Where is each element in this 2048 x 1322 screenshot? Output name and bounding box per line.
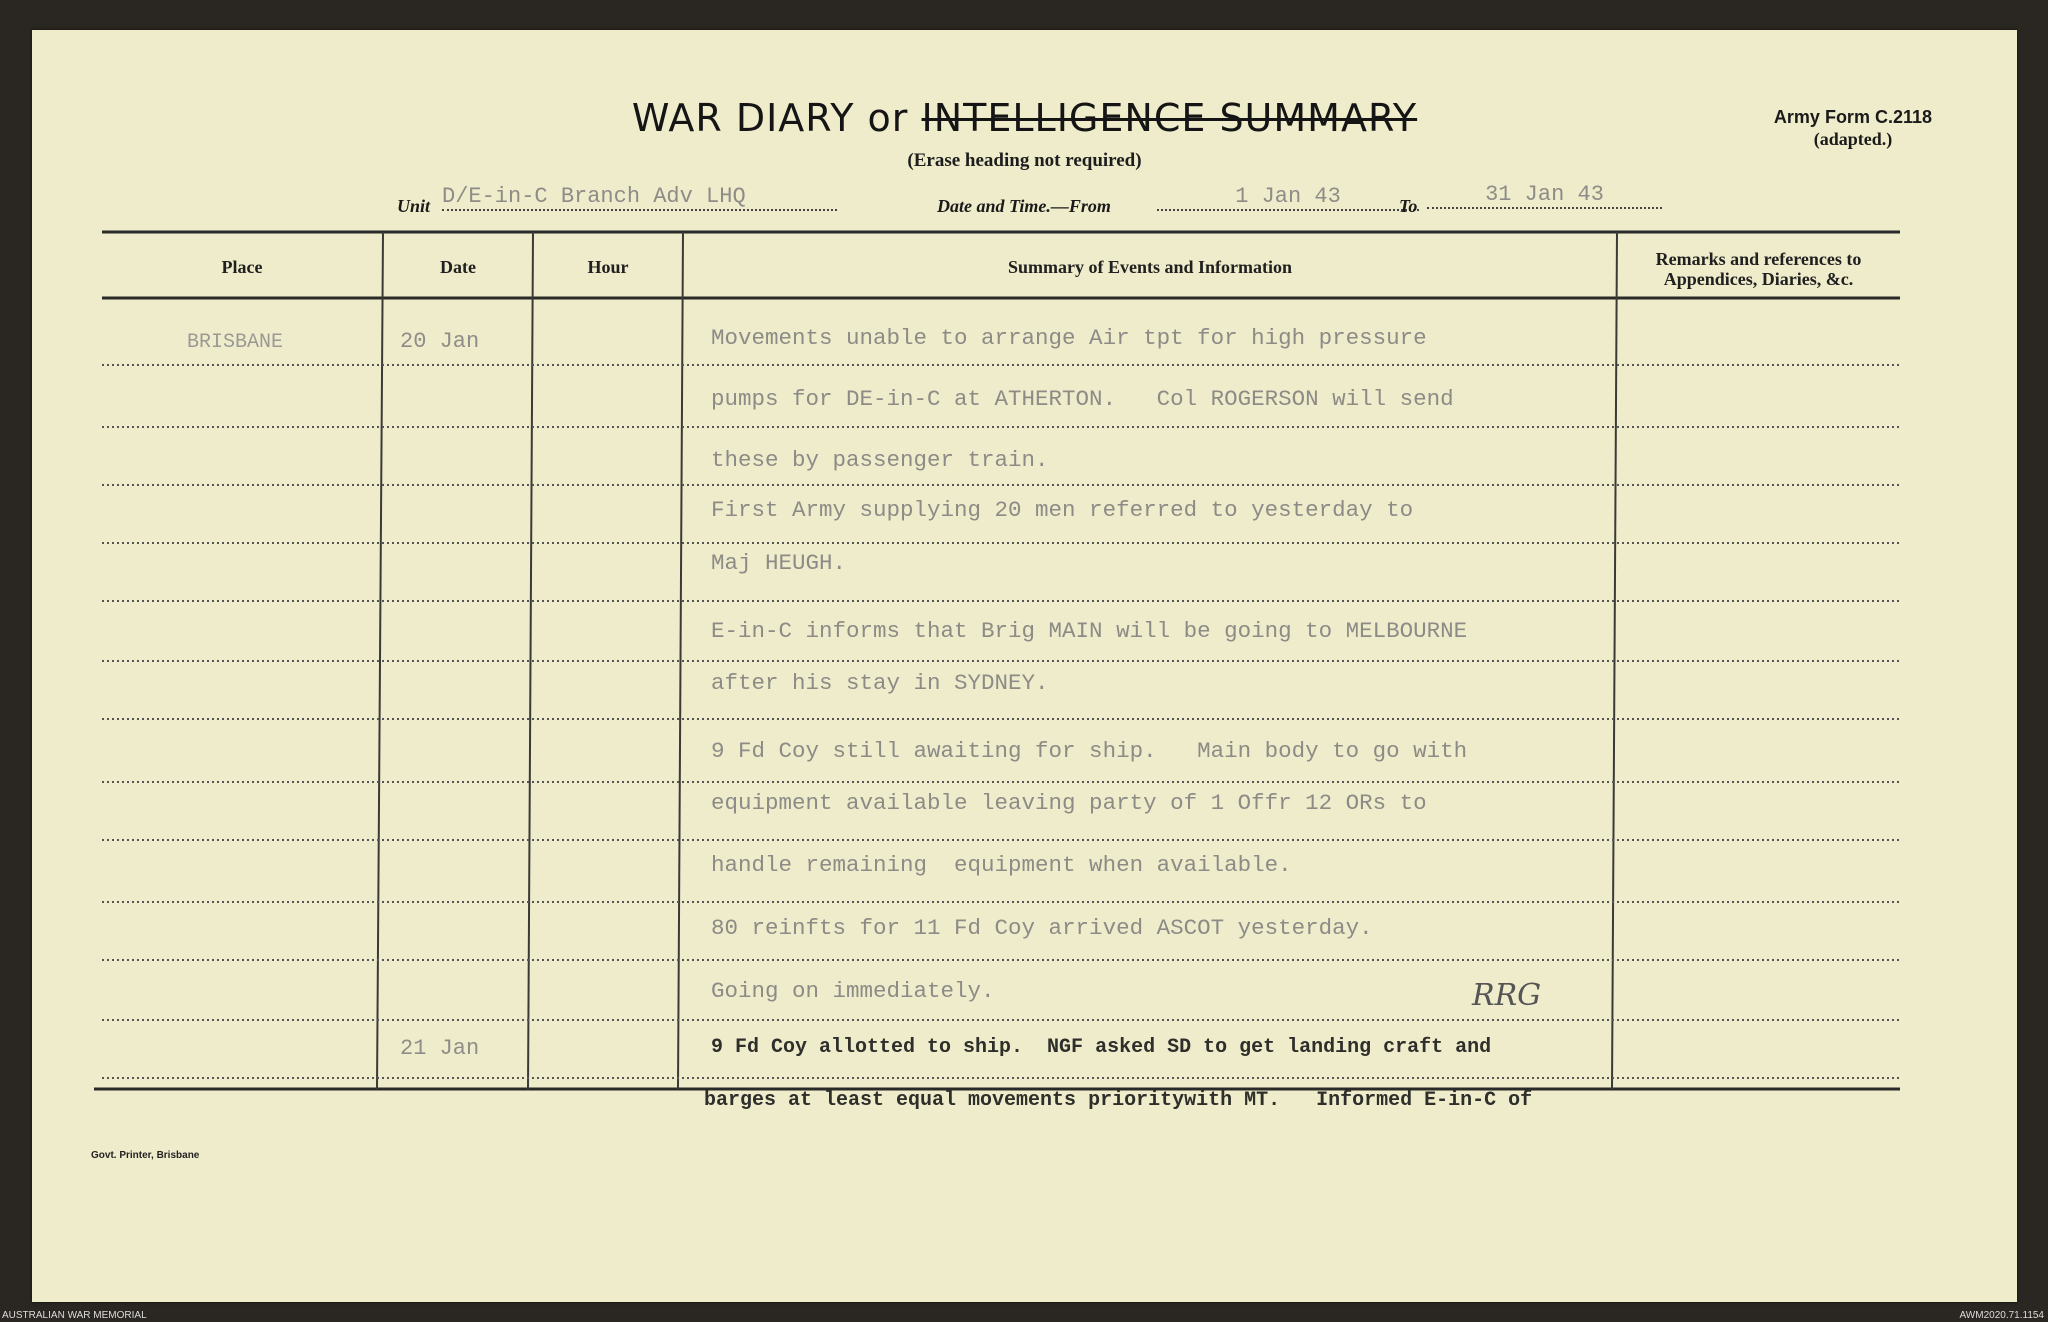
- header-remarks-line1: Remarks and references to: [1655, 249, 1862, 269]
- erase-note: (Erase heading not required): [907, 150, 1142, 171]
- header-remarks-line2: Appendices, Diaries, &c.: [1663, 269, 1854, 289]
- printer-note: Govt. Printer, Brisbane: [91, 1150, 200, 1161]
- title-war-diary: WAR DIARY or: [631, 96, 909, 140]
- date-to-label: To: [1399, 196, 1418, 216]
- date-entry-21-jan: 21 Jan: [400, 1036, 480, 1061]
- summary-line: after his stay in SYDNEY.: [711, 670, 1049, 696]
- summary-line: E-in-C informs that Brig MAIN will be going to MELBOURNE: [711, 618, 1468, 644]
- summary-line: these by passenger train.: [711, 447, 1049, 473]
- form-title: [32, 96, 2017, 140]
- summary-line: handle remaining equipment when available.: [711, 852, 1292, 878]
- title-intelligence-summary: INTELLIGENCE SUMMARY: [921, 96, 1418, 140]
- date-from-label: Date and Time.—From: [937, 196, 1111, 216]
- header-hour: Hour: [587, 257, 629, 277]
- footer-left: AUSTRALIAN WAR MEMORIAL: [2, 1310, 147, 1321]
- date-to-value: 31 Jan 43: [1427, 182, 1662, 209]
- summary-line: 80 reinfts for 11 Fd Coy arrived ASCOT yesterday.: [711, 915, 1373, 941]
- unit-label: Unit: [397, 196, 431, 216]
- form-number-block: [1774, 106, 1932, 150]
- place-entry: BRISBANE: [187, 331, 284, 354]
- header-place: Place: [221, 257, 263, 277]
- date-from-value: 1 Jan 43: [1157, 184, 1419, 211]
- diary-sheet: [32, 30, 2017, 1302]
- form-number: Army Form C.2118: [1773, 107, 1932, 127]
- summary-line: First Army supplying 20 men referred to yesterday to: [711, 497, 1414, 523]
- summary-line: Going on immediately.: [711, 978, 995, 1004]
- summary-line: Maj HEUGH.: [711, 550, 847, 576]
- footer-right: AWM2020.71.1154: [1959, 1310, 2044, 1321]
- header-remarks: [1617, 249, 1900, 289]
- summary-line: 9 Fd Coy allotted to ship. NGF asked SD to get landing craft and: [711, 1036, 1492, 1059]
- header-date: Date: [440, 257, 476, 277]
- summary-line: pumps for DE-in-C at ATHERTON. Col ROGERSON will send: [711, 386, 1454, 412]
- unit-value: D/E-in-C Branch Adv LHQ: [442, 184, 837, 211]
- summary-line: equipment available leaving party of 1 Offr 12 ORs to: [711, 790, 1427, 816]
- summary-line: 9 Fd Coy still awaiting for ship. Main body to go with: [711, 738, 1468, 764]
- form-adapted: (adapted.): [1813, 129, 1893, 149]
- summary-line: Movements unable to arrange Air tpt for high pressure: [711, 325, 1427, 351]
- summary-line: barges at least equal movements prioritywith MT. Informed E-in-C of: [704, 1089, 1533, 1112]
- initials-signature: RRG: [1472, 978, 1542, 1013]
- header-summary: Summary of Events and Information: [1007, 257, 1293, 277]
- date-entry-20-jan: 20 Jan: [400, 329, 480, 354]
